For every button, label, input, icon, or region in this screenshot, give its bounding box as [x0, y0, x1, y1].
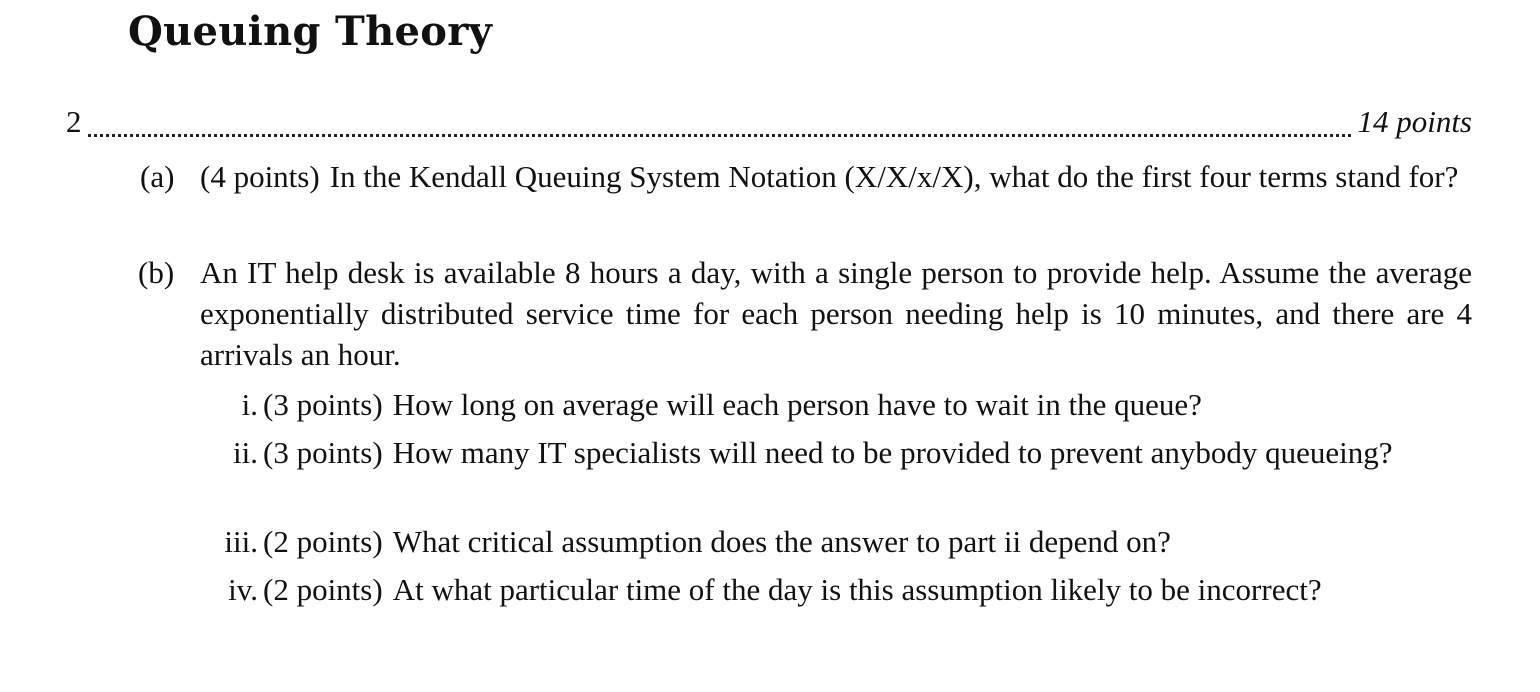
subpart-iv [0, 569, 1540, 653]
subpart-ii-points: (3 points) [263, 435, 383, 470]
subpart-ii-text: How many IT specialists will need to be provided to prevent anybody queueing? [392, 435, 1393, 470]
subpart-iv-label: iv. [228, 572, 258, 607]
subpart-ii-body [263, 432, 1472, 473]
part-b-label: (b) [138, 255, 175, 290]
part-a-points: (4 points) [200, 159, 320, 194]
part-b [0, 252, 1540, 378]
subpart-iii-label: iii. [224, 524, 258, 559]
subpart-iv-body [263, 569, 1472, 610]
part-a-text: In the Kendall Queuing System Notation (X/X/x/X), what do the first four terms stand for? [329, 159, 1459, 194]
subpart-iv-text: At what particular time of the day is this assumption likely to be incorrect? [392, 572, 1322, 607]
subpart-iii-text: What critical assumption does the answer to part ii depend on? [392, 524, 1171, 559]
subpart-ii-label: ii. [233, 435, 258, 470]
subpart-iii-body [263, 521, 1472, 562]
question-number: 2 [66, 104, 82, 139]
subpart-i [0, 384, 1540, 428]
subpart-i-points: (3 points) [263, 387, 383, 422]
subpart-i-text: How long on average will each person have to wait in the queue? [392, 387, 1202, 422]
question-points: 14 points [1357, 104, 1472, 139]
dotted-leader [88, 128, 1352, 137]
subpart-i-body [263, 384, 1472, 425]
part-a [0, 156, 1540, 240]
subpart-iv-points: (2 points) [263, 572, 383, 607]
question-header [66, 102, 1472, 142]
subpart-iii-points: (2 points) [263, 524, 383, 559]
part-a-label: (a) [140, 159, 175, 194]
subpart-i-label: i. [241, 387, 258, 422]
subpart-ii [0, 432, 1540, 516]
section-title: Queuing Theory [128, 8, 493, 55]
part-b-text: An IT help desk is available 8 hours a day, with a single person to provide help. Assume the average exponentially distributed service time for each person needing help is 10 minutes, and there are 4 arrivals an hour. [200, 255, 1472, 372]
part-a-body [200, 156, 1472, 197]
subpart-iii [0, 521, 1540, 565]
